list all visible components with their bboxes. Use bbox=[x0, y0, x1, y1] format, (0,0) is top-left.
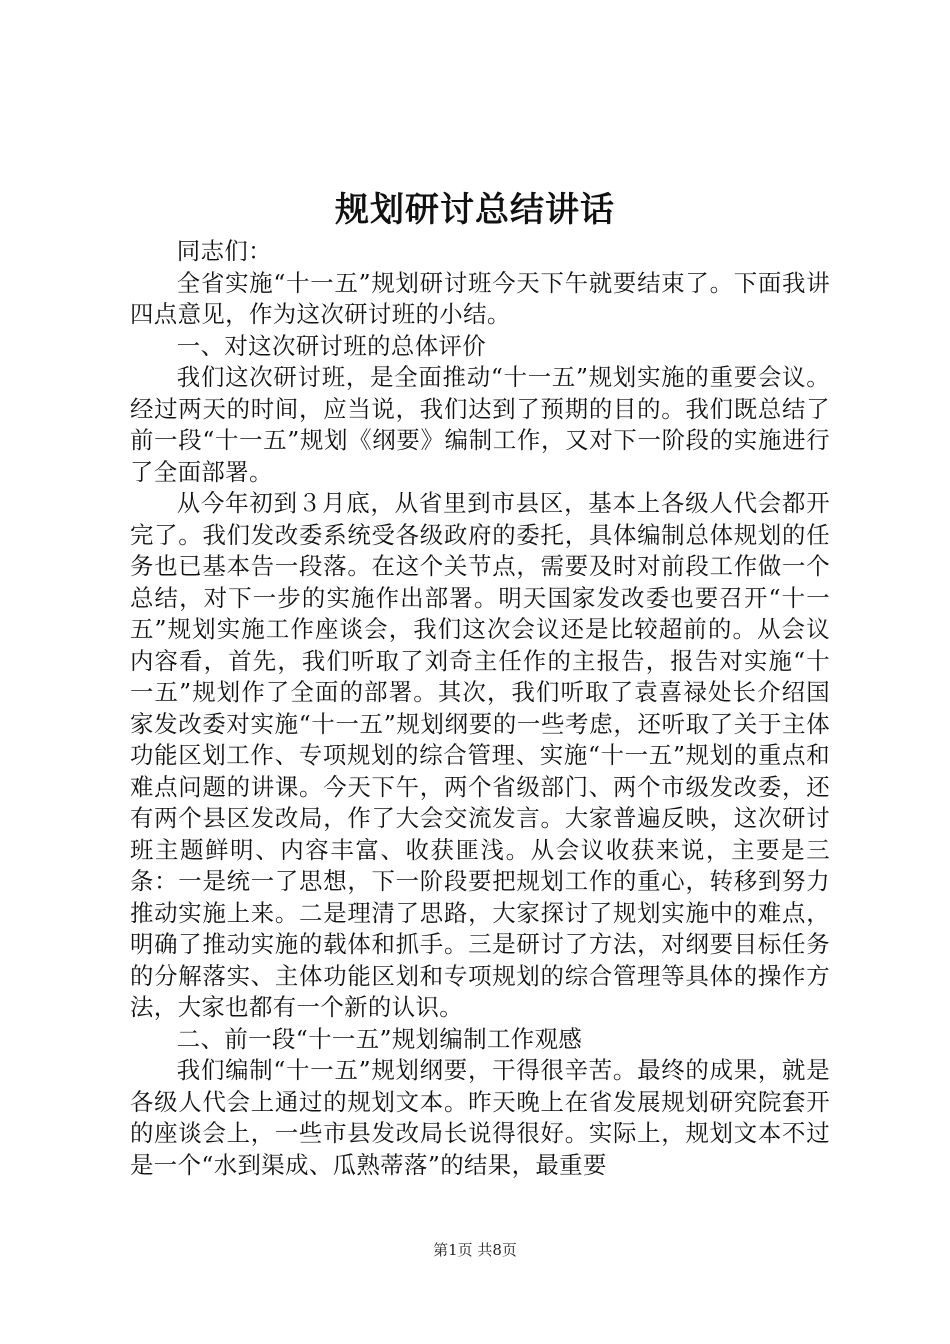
paragraph-intro: 全省实施“十一五”规划研讨班今天下午就要结束了。下面我讲四点意见，作为这次研讨班的小结。 bbox=[130, 268, 830, 328]
paragraph-observations: 我们编制“十一五”规划纲要，干得很辛苦。最终的成果，就是各级人代会上通过的规划文本。昨天晚上在省发展规划研究院套开的座谈会上，一些市县发改局长说得很好。实际上，规划文本不过是一个“水到渠成、瓜熟蒂落”的结果，最重要 bbox=[130, 1056, 830, 1179]
section-heading-2: 二、前一段“十一五”规划编制工作观感 bbox=[176, 1024, 583, 1053]
section-heading-1: 一、对这次研讨班的总体评价 bbox=[176, 331, 487, 360]
document-body bbox=[130, 236, 830, 1181]
salutation: 同志们： bbox=[176, 237, 272, 265]
paragraph-evaluation: 我们这次研讨班，是全面推动“十一五”规划实施的重要会议。经过两天的时间，应当说，我们达到了预期的目的。我们既总结了前一段“十一五”规划《纲要》编制工作，又对下一阶段的实施进行了全面部署。 bbox=[130, 363, 830, 486]
page-number-footer: 第1页 共8页 bbox=[433, 1241, 517, 1259]
paragraph-details: 从今年初到３月底，从省里到市县区，基本上各级人代会都开完了。我们发改委系统受各级政府的委托，具体编制总体规划的任务也已基本告一段落。在这个关节点，需要及时对前段工作做一个总结，对下一步的实施作出部署。明天国家发改委也要召开“十一五”规划实施工作座谈会，我们这次会议还是比较超前的。从会议内容看，首先，我们听取了刘奇主任作的主报告，报告对实施“十一五”规划作了全面的部署。其次，我们听取了袁喜禄处长介绍国家发改委对实施“十一五”规划纲要的一些考虑，还听取了关于主体功能区划工作、专项规划的综合管理、实施“十一五”规划的重点和难点问题的讲课。今天下午，两个省级部门、两个市级发改委，还有两个县区发改局，作了大会交流发言。大家普遍反映，这次研讨班主题鲜明、内容丰富、收获匪浅。从会议收获来说，主要是三条：一是统一了思想，下一阶段要把规划工作的重心，转移到努力推动实施上来。二是理清了思路，大家探讨了规划实施中的难点，明确了推动实施的载体和抓手。三是研讨了方法，对纲要目标任务的分解落实、主体功能区划和专项规划的综合管理等具体的操作方法，大家也都有一个新的认识。 bbox=[130, 489, 830, 1021]
document-title: 规划研讨总结讲话 bbox=[335, 190, 615, 230]
